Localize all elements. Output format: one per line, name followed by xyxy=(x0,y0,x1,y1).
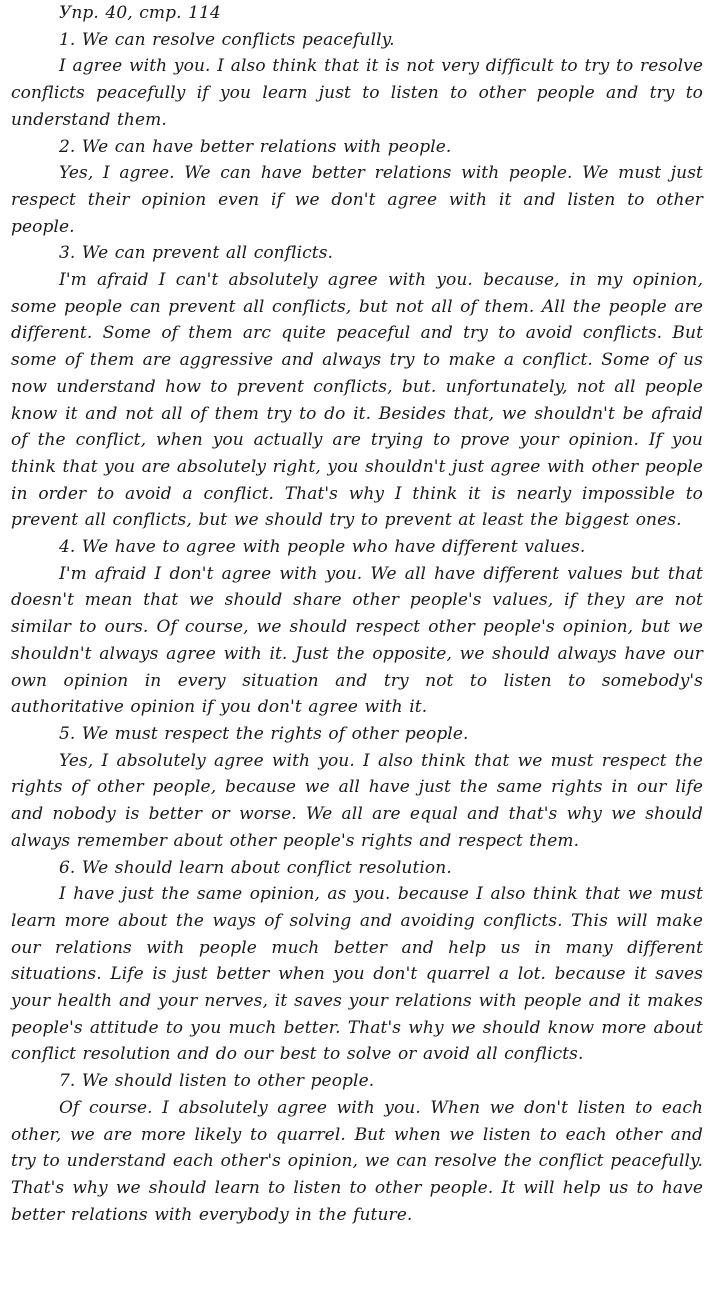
answer-1: I agree with you. I also think that it is not very difficult to try to resolve conflicts peacefully if you learn just to listen to other people and try to understand them. xyxy=(11,56,703,130)
statement-7: 7. We should listen to other people. xyxy=(59,1071,375,1092)
statement-2: 2. We can have better relations with people. xyxy=(59,136,452,157)
statement-4: 4. We have to agree with people who have different values. xyxy=(59,537,586,558)
exercise-header: Упр. 40, стр. 114 xyxy=(59,3,221,23)
statement-5: 5. We must respect the rights of other people. xyxy=(59,723,469,744)
answer-5: Yes, I absolutely agree with you. I also think that we must respect the rights of other people, because we all have just the same rights in our life and nobody is better or worse. We all are equal and that's why we should always remember about other people's rights and respect them. xyxy=(11,750,703,851)
answer-6: I have just the same opinion, as you. because I also think that we must learn more about the ways of solving and avoiding conflicts. This will make our relations with people much better and help us in many different situations. Life is just better when you don't quarrel a lot. because it saves your health and your nerves, it saves your relations with people and it makes people's attitude to you much better. That's why we should know more about conflict resolution and do our best to solve or avoid all conflicts. xyxy=(11,884,703,1065)
statement-6: 6. We should learn about conflict resolution. xyxy=(59,857,452,878)
answer-4: I'm afraid I don't agree with you. We all have different values but that doesn't mean that we should share other people's values, if they are not similar to ours. Of course, we should respect other people's opinion, but we shouldn't always agree with it. Just the opposite, we should always have our own opinion in every situation and try not to listen to somebody's authoritative opinion if you don't agree with it. xyxy=(11,563,703,718)
answer-7: Of course. I absolutely agree with you. When we don't listen to each other, we are more likely to quarrel. But when we listen to each other and try to understand each other's opinion, we can resolve the conflict peacefully. That's why we should learn to listen to other people. It will help us to have better relations with everybody in the future. xyxy=(11,1097,703,1225)
document-page xyxy=(11,0,703,1228)
answer-3: I'm afraid I can't absolutely agree with you. because, in my opinion, some people can prevent all conflicts, but not all of them. All the people are different. Some of them arc quite peaceful and try to avoid conflicts. But some of them are aggressive and always try to make a conflict. Some of us now understand how to prevent conflicts, but. unfortunately, not all people know it and not all of them try to do it. Besides that, we shouldn't be afraid of the conflict, when you actually are trying to prove your opinion. If you think that you are absolutely right, you shouldn't just agree with other people in order to avoid a conflict. That's why I think it is nearly impossible to prevent all conflicts, but we should try to prevent at least the biggest ones. xyxy=(11,270,703,531)
statement-1: 1. We can resolve conflicts peacefully. xyxy=(59,29,395,50)
statement-3: 3. We can prevent all conflicts. xyxy=(59,243,334,264)
answer-2: Yes, I agree. We can have better relations with people. We must just respect their opinion even if we don't agree with it and listen to other people. xyxy=(11,163,703,237)
